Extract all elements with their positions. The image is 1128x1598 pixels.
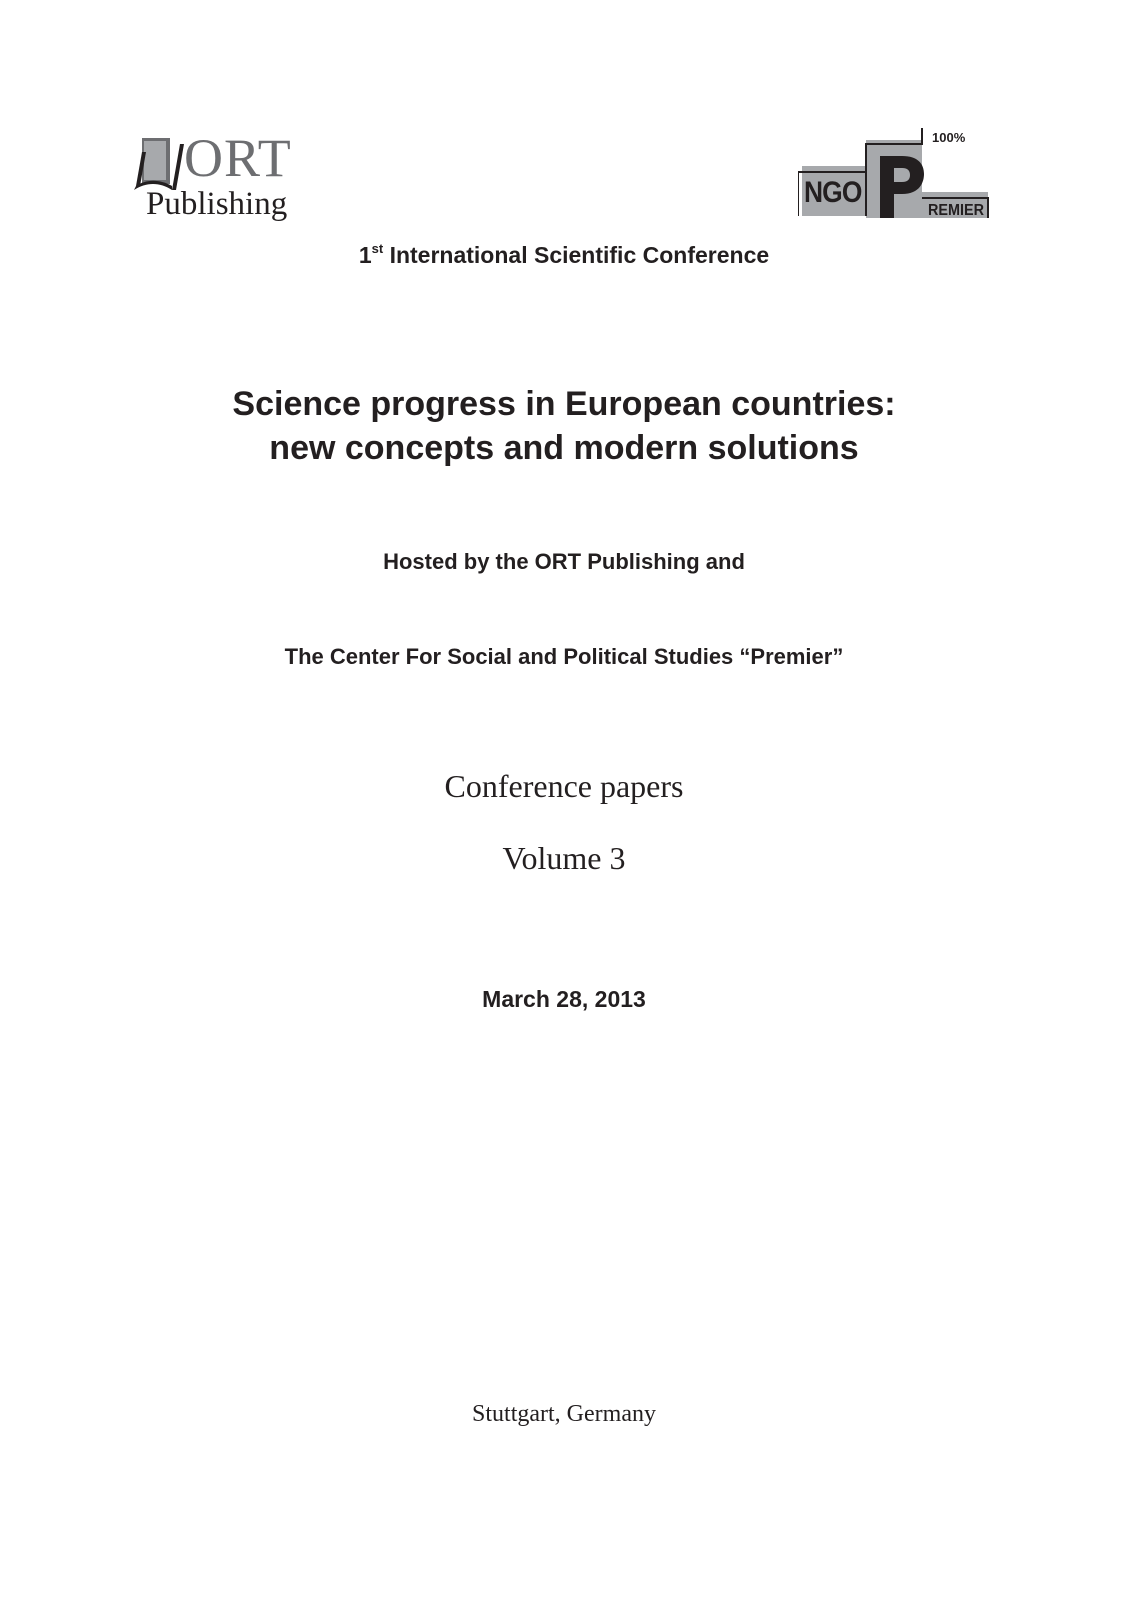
- ort-publishing-logo: [132, 128, 312, 228]
- main-title: [0, 382, 1128, 470]
- conference-ordinal-suffix: st: [371, 241, 384, 256]
- conference-name: International Scientific Conference: [389, 242, 770, 268]
- main-title-line-1: Science progress in European countries:: [232, 385, 896, 423]
- volume-label: Volume 3: [502, 840, 626, 876]
- ngo-logo-remier: REMIER: [928, 202, 985, 219]
- publication-place: Stuttgart, Germany: [472, 1401, 656, 1427]
- conference-ordinal: 1: [358, 242, 372, 268]
- ngo-premier-logo: [798, 128, 1008, 228]
- main-title-line-2: new concepts and modern solutions: [269, 429, 859, 467]
- ngo-logo-percent: 100%: [932, 130, 966, 145]
- conference-heading: [0, 240, 1128, 270]
- conference-date: March 28, 2013: [482, 986, 646, 1012]
- ngo-logo-word: NGO: [804, 176, 862, 209]
- host-line-2: The Center For Social and Political Studies “Premier”: [284, 644, 844, 669]
- ort-logo-word: ORT: [184, 128, 292, 188]
- ort-logo-publishing: Publishing: [146, 186, 288, 222]
- host-line-1: Hosted by the ORT Publishing and: [383, 549, 745, 574]
- publication-type: Conference papers: [444, 768, 684, 804]
